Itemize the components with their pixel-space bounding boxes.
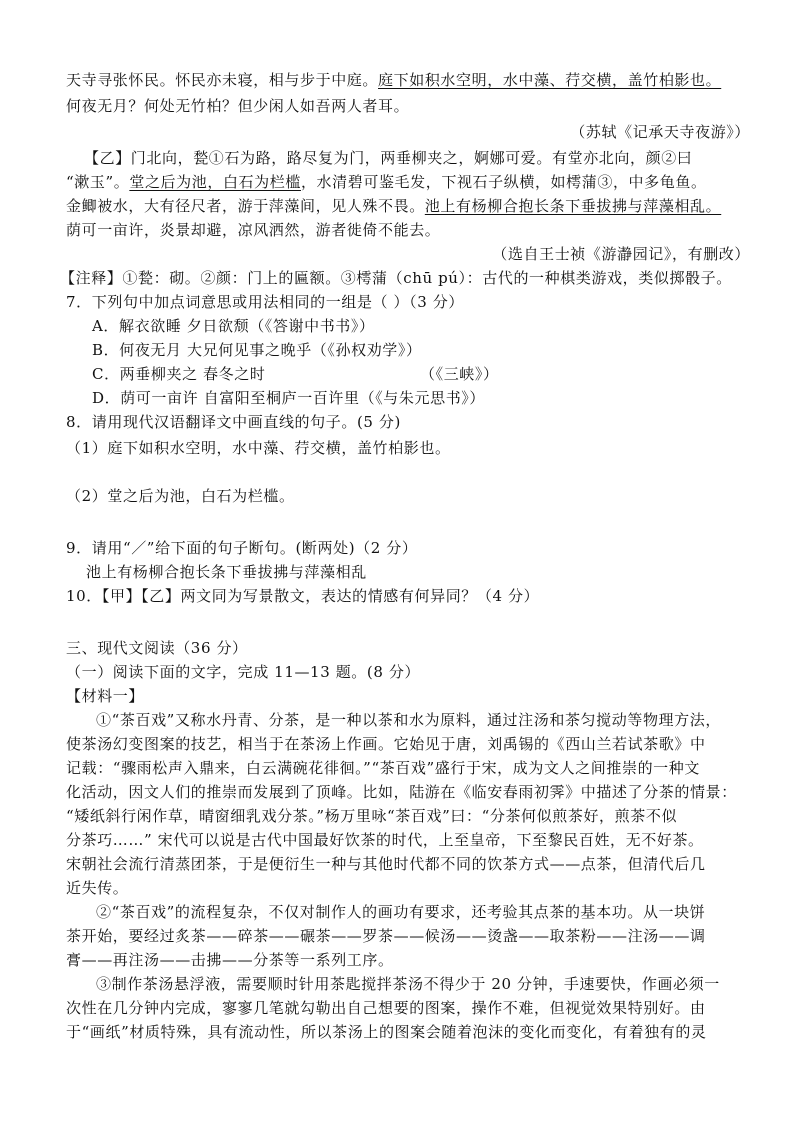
p1-line-5: “矮纸斜行闲作草，晴窗细乳戏分茶。”杨万里咏“茶百戏”曰：“分茶何似煎茶好，煎茶不似	[66, 807, 678, 825]
p1-line-1: ①“茶百戏”又称水丹青、分茶，是一种以茶和水为原料，通过注汤和茶匀搅动等物理方法，	[96, 711, 721, 729]
section-3-title: 三、现代文阅读（36 分）	[66, 639, 248, 657]
p1-line-8: 近失传。	[66, 879, 129, 897]
q10-stem: 10．【甲】【乙】两文同为写景散文，表达的情感有何异同？（4 分）	[66, 587, 540, 605]
q8-sentence-1: （1）庭下如积水空明，水中藻、荇交横，盖竹柏影也。	[66, 439, 451, 457]
part-1-title: （一）阅读下面的文字，完成 11—13 题。(8 分）	[66, 663, 421, 681]
underlined-sentence-2: 堂之后为池，白石为栏槛	[129, 173, 301, 191]
p1-line-2: 使茶汤幻变图案的技艺，相当于在茶汤上作画。它始见于唐，刘禹锡的《西山兰若试茶歌》中	[66, 735, 706, 753]
p1-line-7: 宋朝社会流行清蒸团茶，于是便衍生一种与其他时代都不同的饮茶方式——点茶，但清代后几	[66, 855, 706, 873]
material-1-label: 【材料一】	[66, 687, 145, 705]
notes: 【注释】①甃：砌。②颜：门上的匾额。③樗蒲（chū pú）：古代的一种棋类游戏，类似掷骰子。	[60, 269, 732, 287]
p3-line-3: 于“画纸”材质特殊，具有流动性，所以茶汤上的图案会随着泡沫的变化而变化，有着独有的灵	[66, 1023, 707, 1041]
q7-option-a: A．解衣欲睡 夕日欲颓（《答谢中书书》）	[92, 317, 375, 335]
yi-source: （选自王士祯《游瀞园记》，有删改）	[492, 245, 750, 263]
p2-line-3: 膏——再注汤——击拂——分茶等一系列工序。	[66, 951, 394, 969]
jia-line-2: 何夜无月？何处无竹柏？但少闲人如吾两人者耳。	[66, 97, 410, 115]
p1-line-3: 记载：“骤雨松声入鼎来，白云满碗花徘徊。”“茶百戏”盛行于宋，成为文人之间推崇的一种文	[66, 759, 700, 777]
p1-line-4: 化活动，因文人们的推崇而发展到了顶峰。比如，陆游在《临安春雨初霁》中描述了分茶的情景：	[66, 783, 737, 801]
p1-line-6: 分茶巧……” 宋代可以说是古代中国最好饮茶的时代，上至皇帝，下至黎民百姓，无不好茶。	[66, 831, 704, 849]
q7-option-b: B．何夜无月 大兄何见事之晚乎（《孙权劝学》）	[92, 341, 422, 359]
q7-option-c: C．两垂柳夹之 春冬之时 （《三峡》）	[92, 365, 499, 383]
q7-option-d: D．荫可一亩许 自富阳至桐庐一百许里（《与朱元思书》）	[92, 389, 485, 407]
p3-line-2: 次性在几分钟内完成，寥寥几笔就勾勒出自己想要的图案，操作不难，但视觉效果特别好。由	[66, 999, 706, 1017]
yi-line-2: “漱玉”。堂之后为池，白石为栏槛，水清碧可鉴毛发，下视石子纵横，如樗蒲③，中多龟鱼。	[66, 173, 707, 191]
p2-line-1: ②“茶百戏”的流程复杂，不仅对制作人的画功有要求，还考验其点茶的基本功。从一块饼	[96, 903, 706, 921]
q9-stem: 9．请用“／”给下面的句子断句。(断两处)（2 分）	[66, 539, 418, 557]
yi-line-3: 金鲫被水，大有径尺者，游于萍藻间，见人殊不畏。池上有杨柳合抱长条下垂拔拂与萍藻相乱。	[66, 197, 722, 215]
underlined-sentence-3: 池上有杨柳合抱长条下垂拔拂与萍藻相乱。	[424, 197, 722, 215]
yi-line-1: 【乙】门北向，甃①石为路，路尽复为门，两垂柳夹之，婀娜可爱。有堂亦北向，颜②曰	[84, 149, 693, 167]
q8-stem: 8．请用现代汉语翻译文中画直线的句子。(5 分)	[66, 413, 401, 431]
p3-line-1: ③制作茶汤悬浮液，需要顺时针用茶匙搅拌茶汤不得少于 20 分钟，手速要快，作画必须一	[96, 975, 720, 993]
p2-line-2: 茶开始，要经过炙茶——碎茶——碾茶——罗茶——候汤——烫盏——取茶粉——注汤——调	[66, 927, 706, 945]
jia-line-1: 天寺寻张怀民。怀民亦未寝，相与步于中庭。庭下如积水空明，水中藻、荇交横，盖竹柏影也。	[66, 71, 722, 89]
underlined-sentence-1: 庭下如积水空明，水中藻、荇交横，盖竹柏影也。	[378, 71, 722, 89]
q9-text: 池上有杨柳合抱长条下垂拔拂与萍藻相乱	[86, 563, 367, 581]
jia-source: （苏轼《记承天寺夜游》）	[570, 123, 750, 141]
q7-stem: 7．下列句中加点词意思或用法相同的一组是（ ）（3 分）	[66, 293, 464, 311]
yi-line-4: 荫可一亩许，炎景却避，凉风洒然，游者徙倚不能去。	[66, 221, 441, 239]
q8-sentence-2: （2）堂之后为池，白石为栏槛。	[66, 487, 295, 505]
